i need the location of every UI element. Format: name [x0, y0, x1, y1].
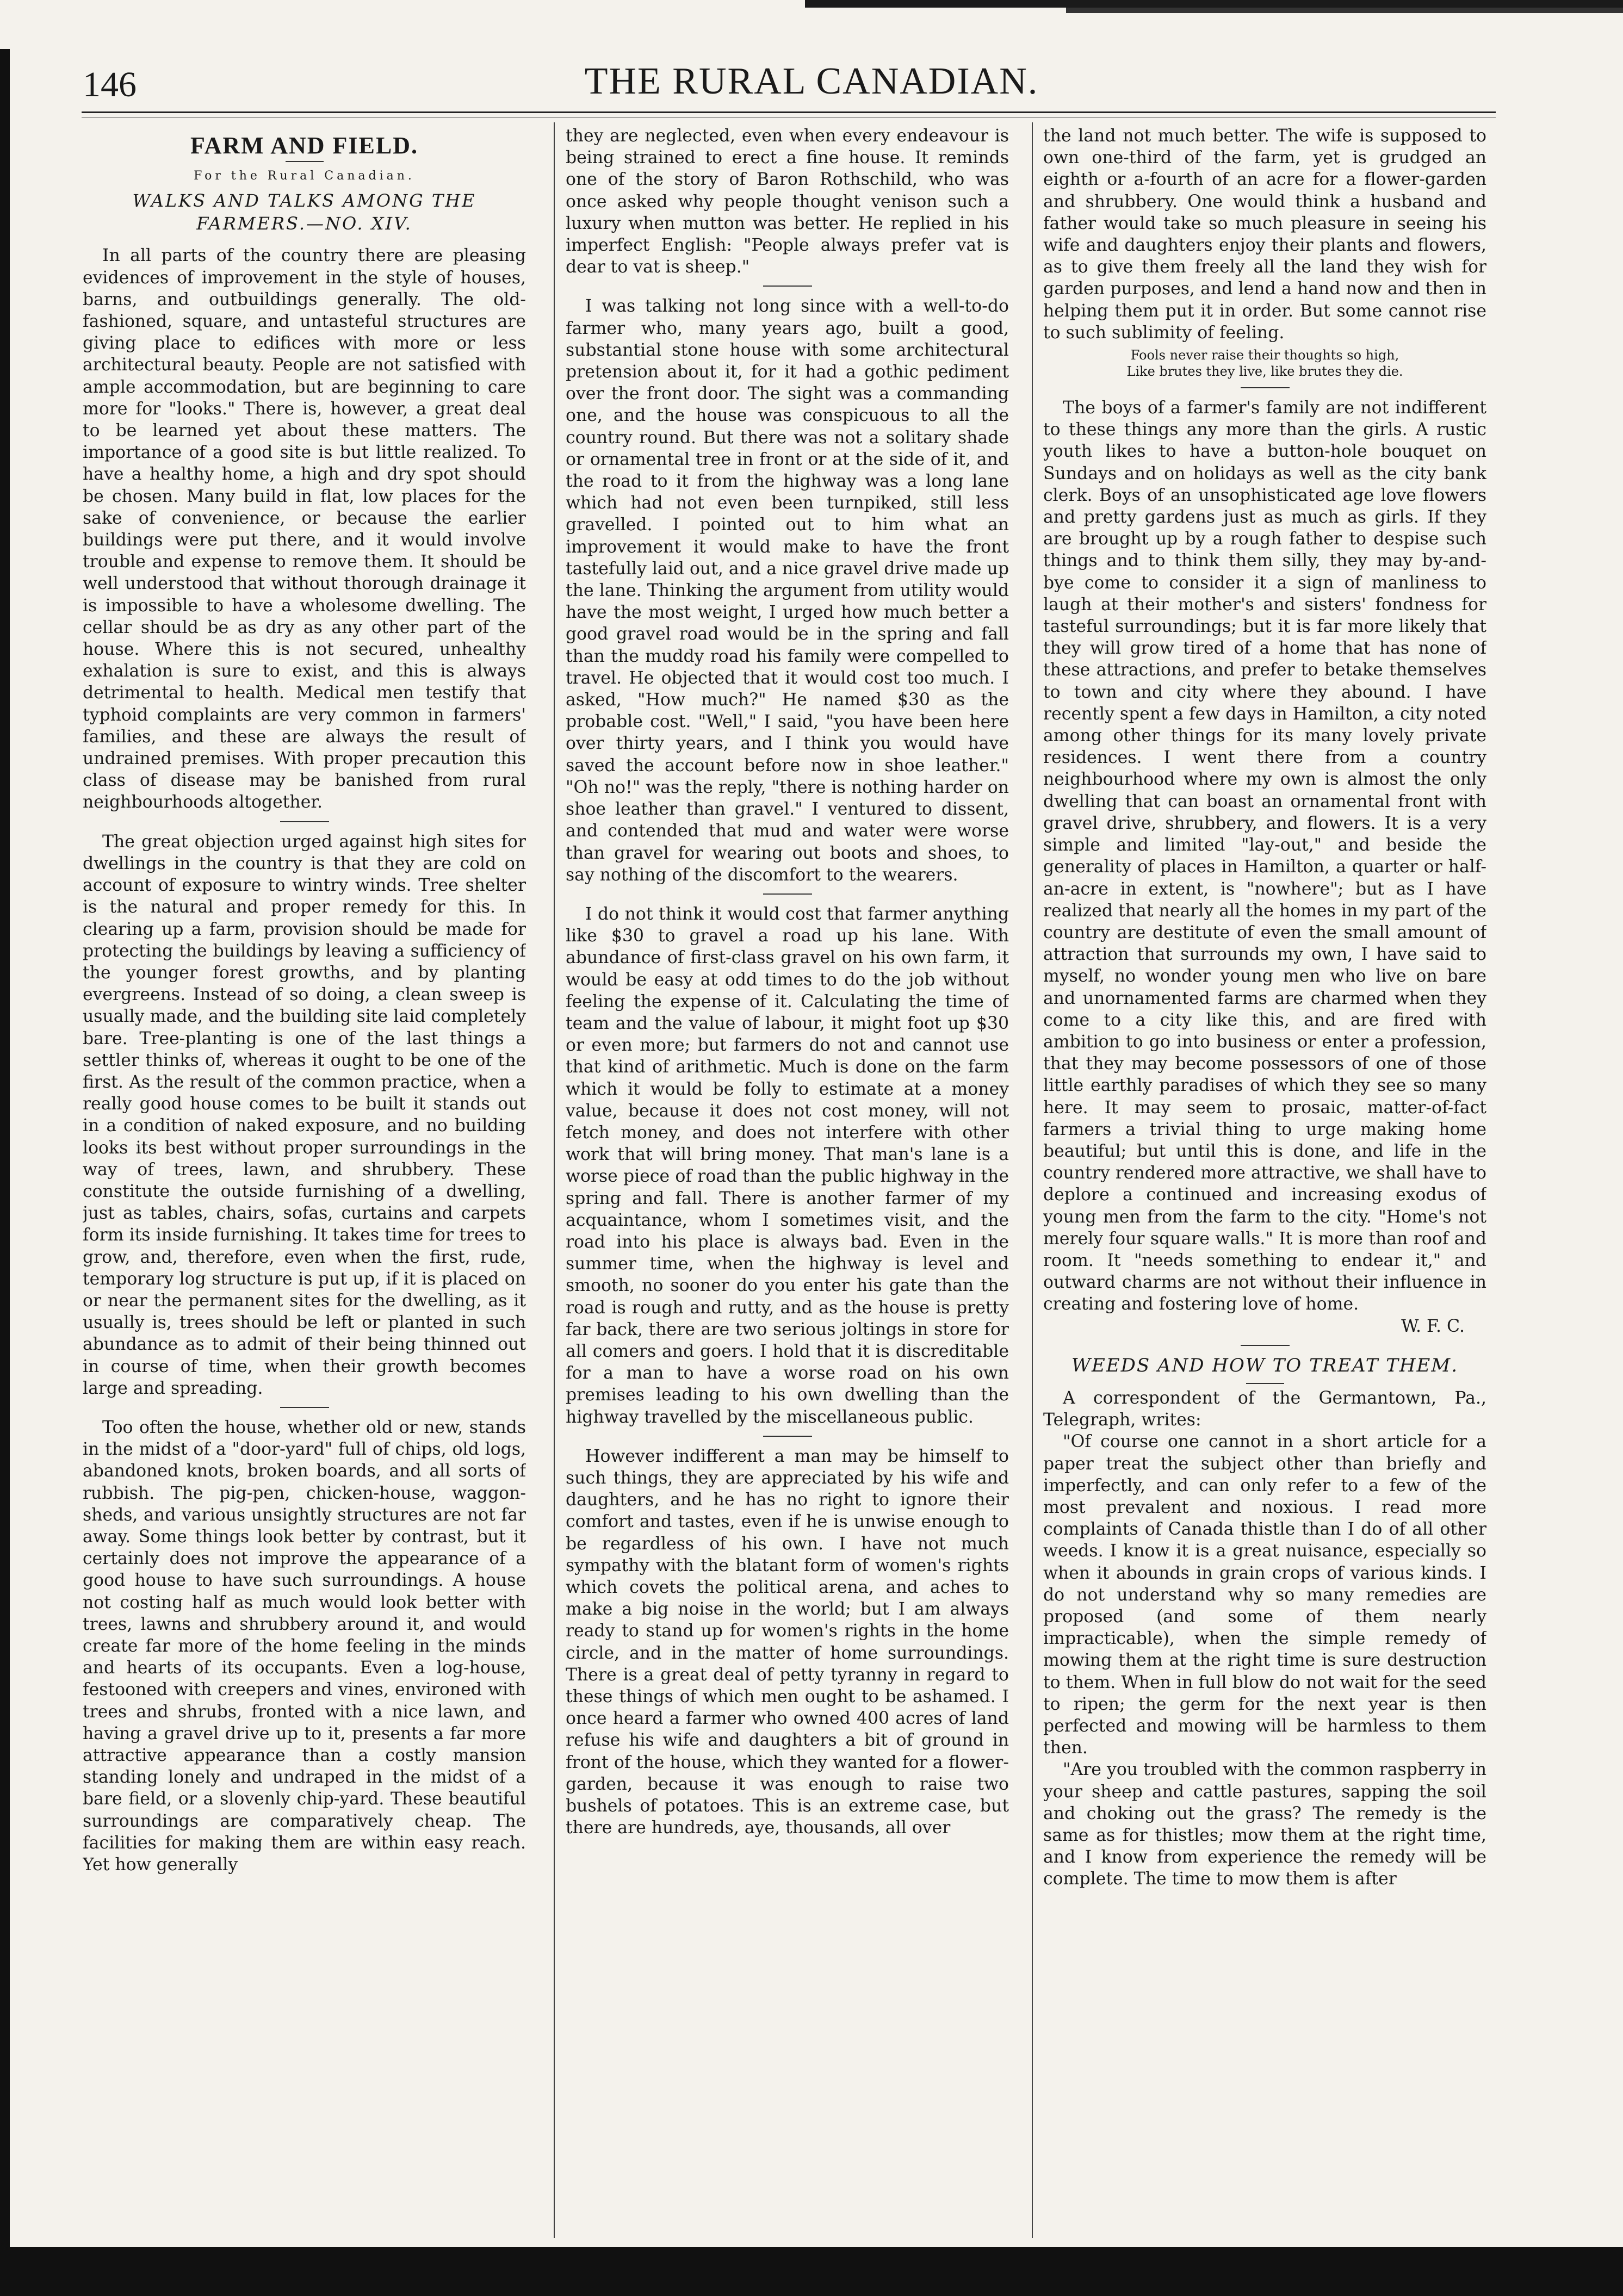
paragraph-rule: [280, 821, 329, 822]
paragraph-rule: [763, 893, 812, 895]
top-scan-band-secondary: [1066, 8, 1623, 13]
paragraph: I was talking not long since with a well-to-do farmer who, many years ago, built a good, substantial stone house with some architectural pretension about it, for it had a gothic pediment over the front door. The sight was a commanding one, and the house was conspicuous to all the country round. But there was not a solitary shade or ornamental tree in front or at the side of it, and the road to it from the highway was a long lane which had not even been turnpiked, still less gravelled. I pointed out to him what an improvement it would make to have the front tastefully laid out, and a nice gravel drive made up the lane. Thinking the argument from utility would have the most weight, I urged how much better a good gravel road would be in the spring and fall than the muddy road his family were compelled to travel. He objected that it would cost too much. I asked, "How much?" He named $30 as the probable cost. "Well," I said, "you have been here over thirty years, and I think you would have saved the account before now in shoe leather." "Oh no!" was the reply, "there is nothing harder on shoe leather than gravel." I ventured to dissent, and contended that mud and water were worse than gravel for wearing out boots and shoes, to say nothing of the discomfort to the wearers.: [566, 296, 1009, 885]
paragraph: I do not think it would cost that farmer anything like $30 to gravel a road up his lane. With abundance of first-class gravel on his own farm, it would be easy at odd times to do the job without feeling the expense of it. Calculating the time of team and the value of labour, it might foot up $30 or even more; but farmers do not and cannot use that kind of arithmetic. Much is done on the farm which it would be folly to estimate at a money value, because it does not cost money, will not fetch money, and does not interfere with other work that will bring money. That man's lane is a worse piece of road than the public highway in the spring and fall. There is another farmer of my acquaintance, whom I sometimes visit, and the road into his place is always bad. Even in the summer time, when the highway is level and smooth, no sooner do you enter his gate than the road is rough and rutty, and as the house is pretty far back, there are two serious joltings in store for all comers and goers. I hold that it is discreditable for a man to have a worse road on his own premises leading to his own dwelling than the highway travelled by the miscellaneous public.: [566, 904, 1009, 1427]
paragraph: However indifferent a man may be himself to such things, they are appreciated by his wife and daughters, and he has no right to ignore their comfort and tastes, even if he is unwise enough to be regardless of his own. I have not much sympathy with the blatant form of women's rights which covets the political arena, and aches to make a big noise in the world; but I am always ready to stand up for women's rights in the home circle, and in the matter of home surroundings. There is a great deal of petty tyranny in regard to these things of which men ought to be ashamed. I once heard a farmer who owned 400 acres of land refuse his wife and daughters a bit of ground in front of the house, which they wanted for a flower-garden, because it was enough to raise two bushels of potatoes. This is an extreme case, but there are hundreds, aye, thousands, all over: [566, 1446, 1009, 1838]
paragraph: In all parts of the country there are pleasing evidences of improvement in the style of houses, barns, and outbuildings generally. The old-fashioned, square, and untasteful structures are giving place to edifices with more or less architectural beauty. People are not satisfied with ample accommodation, but are beginning to care more for "looks." There is, however, a great deal to be learned yet about these matters. The importance of a good site is but little realized. To have a healthy home, a high and dry spot should be chosen. Many build in flat, low places for the sake of convenience, or because the earlier buildings were put there, and it would involve trouble and expense to remove them. It should be well understood that without thorough drainage it is impossible to have a wholesome dwelling. The cellar should be as dry as any other part of the house. Where this is not secured, unhealthy exhalation is sure to exist, and this is always detrimental to health. Medical men testify that typhoid complaints are very common in farmers' families, and these are always the result of undrained premises. With proper precaution this class of disease may be banished from rural neighbourhoods altogether.: [83, 246, 526, 812]
paragraph: "Are you troubled with the common raspberry in your sheep and cattle pastures, sapping the soil and choking out the grass? The remedy is the same as for thistles; mow them at the right time, and I know from experience the remedy will be complete. The time to mow them is after: [1043, 1760, 1486, 1889]
subhead-rule: [1246, 1383, 1284, 1384]
signature: W. F. C.: [1401, 1316, 1465, 1336]
paragraph: "Of course one cannot in a short article for a paper treat the subject other than briefly and imperfectly, and can only refer to a few of the most prevalent and noxious. I read more complaints of Canada thistle than I do of all other weeds. I know it is a great nuisance, especially so when it abounds in grain crops of various kinds. I do not understand why so many remedies are proposed (and some of them nearly impracticable), when the simple remedy of mowing them at the right time is sure destruction to them. When in full blow do not wait for the seed to ripen; the germ for the next year is then perfected and mowing will be harmless to them then.: [1043, 1432, 1486, 1758]
paragraph: the land not much better. The wife is supposed to own one-third of the farm, yet is grudged an eighth or a-fourth of an acre for a flower-garden and shrubbery. One would think a husband and father would take so much pleasure in seeing his wife and daughters enjoy their plants and flowers, as to give them freely all the land they wish for garden purposes, and lend a hand now and then in helping them put it in order. But some cannot rise to such sublimity of feeling.: [1043, 126, 1486, 343]
paragraph-rule: [763, 1436, 812, 1437]
header-rule: [82, 111, 1496, 113]
section-title: FARM AND FIELD.: [190, 132, 419, 159]
article-subhead: WALKS AND TALKS AMONG THE FARMERS.—NO. XIV.: [132, 190, 476, 234]
paragraph-rule: [763, 286, 812, 287]
top-scan-band: [805, 0, 1623, 8]
section-rule: [286, 161, 324, 162]
column-2: [566, 125, 1009, 2241]
page-number: 146: [83, 65, 137, 104]
verse-line: Like brutes they live, like brutes they die.: [1126, 364, 1403, 380]
paragraph-rule: [1241, 387, 1290, 388]
verse-line: Fools never raise their thoughts so high,: [1130, 347, 1399, 363]
left-scan-edge: [0, 49, 10, 2296]
column-1: [83, 125, 526, 2241]
paragraph: Too often the house, whether old or new, stands in the midst of a "door-yard" full of chips, old logs, abandoned knots, broken boards, and all sorts of rubbish. The pig-pen, chicken-house, waggon-sheds, and various unsightly structures are not far away. Some things look better by contrast, but it certainly does not improve the appearance of a good house to have such surroundings. A house not costing half as much would look better with trees, lawns and shrubbery around it, and would create far more of the home feeling in the minds and hearts of its occupants. Even a log-house, festooned with creepers and vines, environed with trees and shrubs, fronted with a nice lawn, and having a gravel drive up to it, presents a far more attractive appearance than a costly mansion standing lonely and undraped in the midst of a bare field, or a slovenly chip-yard. These beautiful surroundings are comparatively cheap. The facilities for making them are within easy reach. Yet how generally: [83, 1417, 526, 1875]
paragraph: The boys of a farmer's family are not indifferent to these things any more than the girls. A rustic youth likes to have a button-hole bouquet on Sundays and on holidays as well as the city bank clerk. Boys of an unsophisticated age love flowers and pretty gardens just as much as girls. If they are brought up by a rough father to despise such things and to think them silly, they may by-and-bye come to consider it a sign of manliness to laugh at their mother's and sisters' fondness for tasteful surroundings; but it is far more likely that they will grow tired of a home that has none of these attractions, and prefer to betake themselves to town and city where they abound. I have recently spent a few days in Hamilton, a city noted among other things for its many lovely private residences. I went there from a country neighbourhood where my own is almost the only dwelling that can boast an ornamental front with gravel drive, shrubbery, and flowers. It is a very simple and limited "lay-out," and beside the generality of places in Hamilton, a quarter or half-an-acre in extent, is "nowhere"; but as I have realized that nearly all the homes in my part of the country are destitute of even the small amount of attraction that surrounds my own, I have said to myself, no wonder young men who live on bare and unornamented farms are charmed when they come to a city like this, and are fired with ambition to go into business or enter a profession, that they may become possessors of one of those little earthly paradises of which they see so many here. It may seem to prosaic, matter-of-fact farmers a trivial thing to urge making home beautiful; but until this is done, and life in the country rendered more attractive, we shall have to deplore a continued and increasing exodus of young men from the farm to the city. "Home's not merely four square walls." It is more than roof and room. It "needs something to endear it," and outward charms are not without their influence in creating and fostering love of home.: [1043, 398, 1486, 1314]
verse: [1043, 347, 1486, 380]
paragraph: they are neglected, even when every endeavour is being strained to erect a fine house. It reminds one of the story of Baron Rothschild, who was once asked why people thought venison such a luxury when mutton was better. He replied in his imperfect English: "People always prefer vat is dear to vat is sheep.": [566, 126, 1009, 277]
column-3: [1043, 125, 1486, 2241]
column-divider-1: [554, 122, 555, 2238]
column-divider-2: [1032, 122, 1033, 2238]
byline: For the Rural Canadian.: [194, 169, 415, 183]
paragraph: A correspondent of the Germantown, Pa., Telegraph, writes:: [1043, 1388, 1486, 1430]
section-divider: [1241, 1345, 1290, 1346]
page-title: THE RURAL CANADIAN.: [584, 60, 1039, 102]
article-subhead: WEEDS AND HOW TO TREAT THEM.: [1071, 1354, 1458, 1376]
paragraph-rule: [280, 1407, 329, 1408]
paragraph: The great objection urged against high sites for dwellings in the country is that they are cold on account of exposure to wintry winds. Tree shelter is the natural and proper remedy for this. In clearing up a farm, provision should be made for protecting the buildings by leaving a sufficiency of the younger forest growths, and by planting evergreens. Instead of so doing, a clean sweep is usually made, and the building site laid completely bare. Tree-planting is one of the last things a settler thinks of, whereas it ought to be one of the first. As the result of the common practice, when a really good house comes to be built it stands out in a condition of naked exposure, and no building looks its best without proper surroundings in the way of trees, lawn, and shrubbery. These constitute the outside furnishing of a dwelling, just as tables, chairs, sofas, curtains and carpets form its inside furnishing. It takes time for trees to grow, and, therefore, even when the first, rude, temporary log structure is put up, if it is placed on or near the permanent sites for the dwelling, as it usually is, trees should be left or planted in such abundance as to admit of their being thinned out in course of time, when their growth becomes large and spreading.: [83, 831, 526, 1398]
bottom-scan-band: [0, 2247, 1623, 2296]
